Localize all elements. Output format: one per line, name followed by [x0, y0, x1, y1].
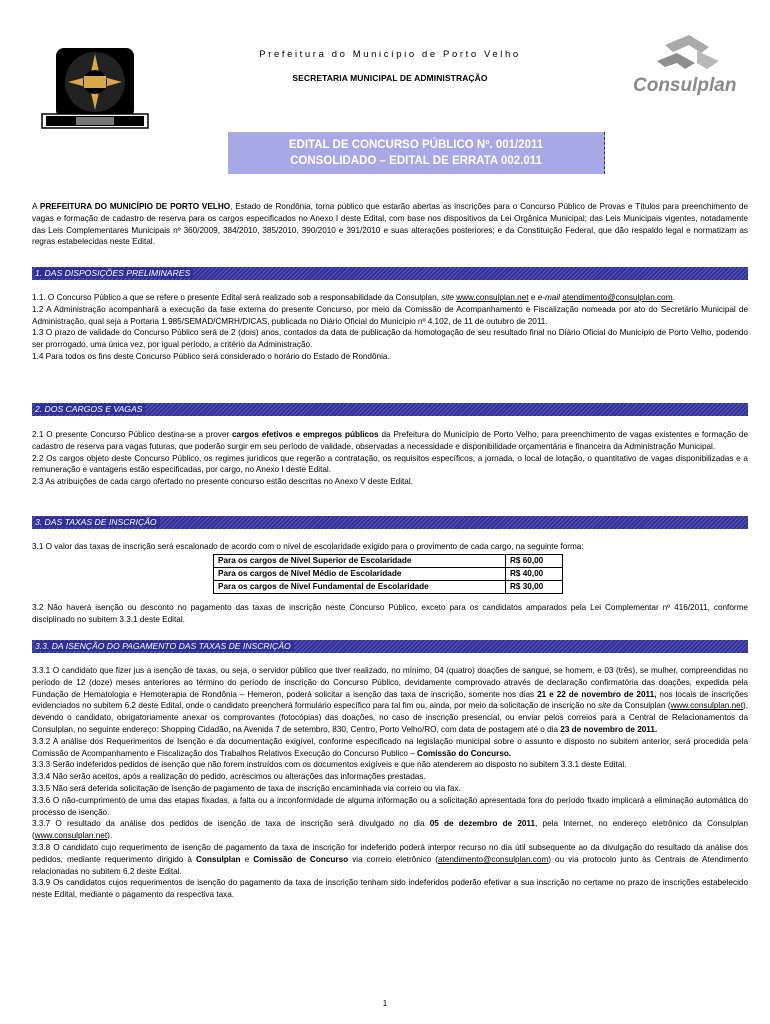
table-row [214, 555, 563, 568]
section-1-body: 1.1. O Concurso Público a que se refere o presente Edital será realizado sob a responsabilidade da Consulplan, site www.consulplan.net e e-mail atendimento@consulplan.com. 1.2 A Administração acompanhará a execução da fase externa do presente Concurso, por meio da Comissão de Acompanhamento e Fiscalização nomeada por ato do Secretário Municipal de Administração, qual seja a Portaria 1.985/SEMAD/CMRH/DICAS, publicada no Diário Oficial do Município nº 4.102, de 11 de outubro de 2011. 1.3 O prazo de validade do Concurso Público será de 2 (dois) anos, contados da data de publicação da homologação de seu resultado final no Diário Oficial do Município de Porto Velho, podendo ser prorrogado, uma única vez, por igual período, a critério da Administração. 1.4 Para todos os fins deste Concurso Público será considerado o horário do Estado de Rondônia. [32, 293, 748, 361]
section-3-2: 3.2 Não haverá isenção ou desconto no pagamento das taxas de inscrição neste Concurso Público, exceto para os candidatos amparados pela Lei Complementar nº 416/2011, conforme disciplinado no subitem 3.3.1 deste Edital. [32, 603, 748, 624]
consulplan-email-link[interactable]: atendimento@consulplan.com [438, 854, 549, 864]
page-number: 1 [382, 999, 388, 1008]
section-2-body: 2.1 O presente Concurso Público destina-se a prover cargos efetivos e empregos públicos da Prefeitura do Município de Porto Velho, para preenchimento de vagas existentes e formação de cadastro de reserva para vagas futuras, que poderão surgir em seu período de validade, observadas a necessidade e disponibilidade orçamentária e financeira da Administração Municipal. 2.2 Os cargos objeto deste Concurso Público, os regimes jurídicos que regerão a contratação, os requisitos específicos, a jornada, o local de lotação, o quantitativo de vagas disponibilizadas e a remuneração e vantagens estão especificadas, por cargo, no Anexo I deste Edital. 2.3 As atribuições de cada cargo ofertado no presente concurso estão descritas no Anexo V deste Edital. [32, 430, 748, 487]
consulplan-url-link[interactable]: www.consulplan.net [456, 293, 529, 302]
municipal-crest-icon [36, 46, 154, 136]
edital-title-box [228, 132, 605, 174]
table-row [214, 568, 563, 581]
consulplan-logo [627, 33, 745, 103]
section-3-intro: 3.1 O valor das taxas de inscrição será escalonado de acordo com o nível de escolaridade exigido para o provimento de cada cargo, na seguinte forma: [32, 542, 584, 551]
intro-paragraph: A PREFEITURA DO MUNICÍPIO DE PORTO VELHO, Estado de Rondônia, torna público que estarão abertas as inscrições para o Concurso Público de Provas e Títulos para preenchimento de vagas e formação de cadastro de reserva para os cargos especificados no Anexo I deste Edital, com base nos dispositivos da Lei Orgânica Municipal; das Leis Municipais vigentes, notadamente das Leis Complementares Municipais nº 360/2009, 384/2010, 385/2010, 390/2010 e 391/2010 e suas alterações posteriores; e da Constituição Federal, que dão respaldo legal e normatizam as regras estabelecidas neste Edital. [32, 202, 748, 247]
fee-amount: R$ 60,00 [506, 555, 563, 568]
section-3-heading: 3. DAS TAXAS DE INSCRIÇÃO [32, 516, 748, 529]
consulplan-url-link[interactable]: www.consulplan.net [670, 701, 743, 711]
fee-label: Para os cargos de Nível Médio de Escolaridade [214, 568, 506, 581]
section-3-3-body: 3.3.1 O candidato que fizer jus a isenção de taxas, ou seja, o servidor público que tiver realizado, no mínimo, 04 (quatro) doações de sangue, se homem, e 03 (três), se mulher, compreendidas no período de 12 (doze) meses anteriores ao término do período de inscrição do Concurso Público, devidamente comprovado através de declaração confirmatória das doações, expedida pela Fundação de Hematologia e Hemoterapia de Rondônia – Hemeron, poderá solicitar a isenção das taxa de inscrição, somente nos dias 21 e 22 de novembro de 2011, nos locais de inscrições evidenciados no subitem 6.2 deste Edital, onde o candidato preencherá formulário específico para tal fim ou, ainda, por meio da solicitação de inscrição no site da Consulplan (www.consulplan.net), devendo o candidato, obrigatoriamente anexar os comprovantes (fotocópias) das doações, no caso de inscrição presencial, ou enviar pelos correios para a Central de Relacionamentos da Consulplan, no seguinte endereço: Shopping Cidadão, na Avenida 7 de setembro, 830, Centro, Porto Velho/RO, com data de postagem até o dia 23 de novembro de 2011. 3.3.2 A análise dos Requerimentos de Isenção e da documentação exigível, conforme especificado na legislação municipal sobre o assunto e disposto no subitem anterior, será procedida pela Comissão de Acompanhamento e Fiscalização dos Trabalhos Relativos Execução do Concurso Publico – Comissão do Concurso. 3.3.3 Serão indeferidos pedidos de isenção que não forem instruídos com os documentos exigíveis e que não atenderem ao disposto no subitem 3.3.1 deste Edital. 3.3.4 Não serão aceitos, após a realização do pedido, acréscimos ou alterações das informações prestadas. 3.3.5 Não será deferida solicitação de isenção de pagamento de taxa de inscrição encaminhada via correio ou via fax. 3.3.6 O não-cumprimento de uma das etapas fixadas, a falta ou a inconformidade de alguma informação ou a solicitação apresentada fora do período fixado implicará a eliminação automática do processo de isenção. 3.3.7 O resultado da análise dos pedidos de isenção de taxa de inscrição será divulgado no dia 05 de dezembro de 2011, pela Internet, no endereço eletrônico da Consulplan (www.consulplan.net). 3.3.8 O candidato cujo requerimento de isenção de pagamento da taxa de inscrição for indeferido poderá interpor recurso no dia útil subsequente ao da divulgação do resultado da análise dos pedidos, mediante requerimento dirigido à Consulplan e Comissão de Concurso via correio eletrônico (atendimento@consulplan.com) ou via protocolo junto às Centrais de Atendimento relacionadas no subitem 6.2 deste Edital. 3.3.9 Os candidatos cujos requerimentos de isenção do pagamento da taxa de inscrição tenham sido indeferidos poderão efetivar a sua inscrição no certame no prazo de inscrições estabelecido neste Edital, mediante o pagamento da respectiva taxa. [32, 666, 749, 900]
secretariat-line: SECRETARIA MUNICIPAL DE ADMINISTRAÇÃO [292, 73, 488, 83]
section-2-heading: 2. DOS CARGOS E VAGAS [32, 403, 748, 416]
fee-label: Para os cargos de Nível Fundamental de Escolaridade [214, 581, 506, 594]
table-row [214, 581, 563, 594]
fee-amount: R$ 30,00 [506, 581, 563, 594]
logo-text: Consulplan [633, 75, 737, 96]
fee-label: Para os cargos de Nível Superior de Escolaridade [214, 555, 506, 568]
consulplan-url-link[interactable]: www.consulplan.net [34, 831, 108, 841]
fee-table [213, 554, 563, 594]
consulplan-email-link[interactable]: atendimento@consulplan.com [562, 293, 673, 302]
title-line-2: CONSOLIDADO – EDITAL DE ERRATA 002.011 [290, 155, 542, 167]
section-1-heading: 1. DAS DISPOSIÇÕES PRELIMINARES [32, 267, 748, 280]
section-3-3-heading: 3.3. DA ISENÇÃO DO PAGAMENTO DAS TAXAS DE INSCRIÇÃO [32, 640, 748, 653]
fee-amount: R$ 40,00 [506, 568, 563, 581]
title-line-1: EDITAL DE CONCURSO PÚBLICO Nº. 001/2011 [288, 139, 544, 151]
municipality-line: Prefeitura do Município de Porto Velho [259, 49, 521, 60]
